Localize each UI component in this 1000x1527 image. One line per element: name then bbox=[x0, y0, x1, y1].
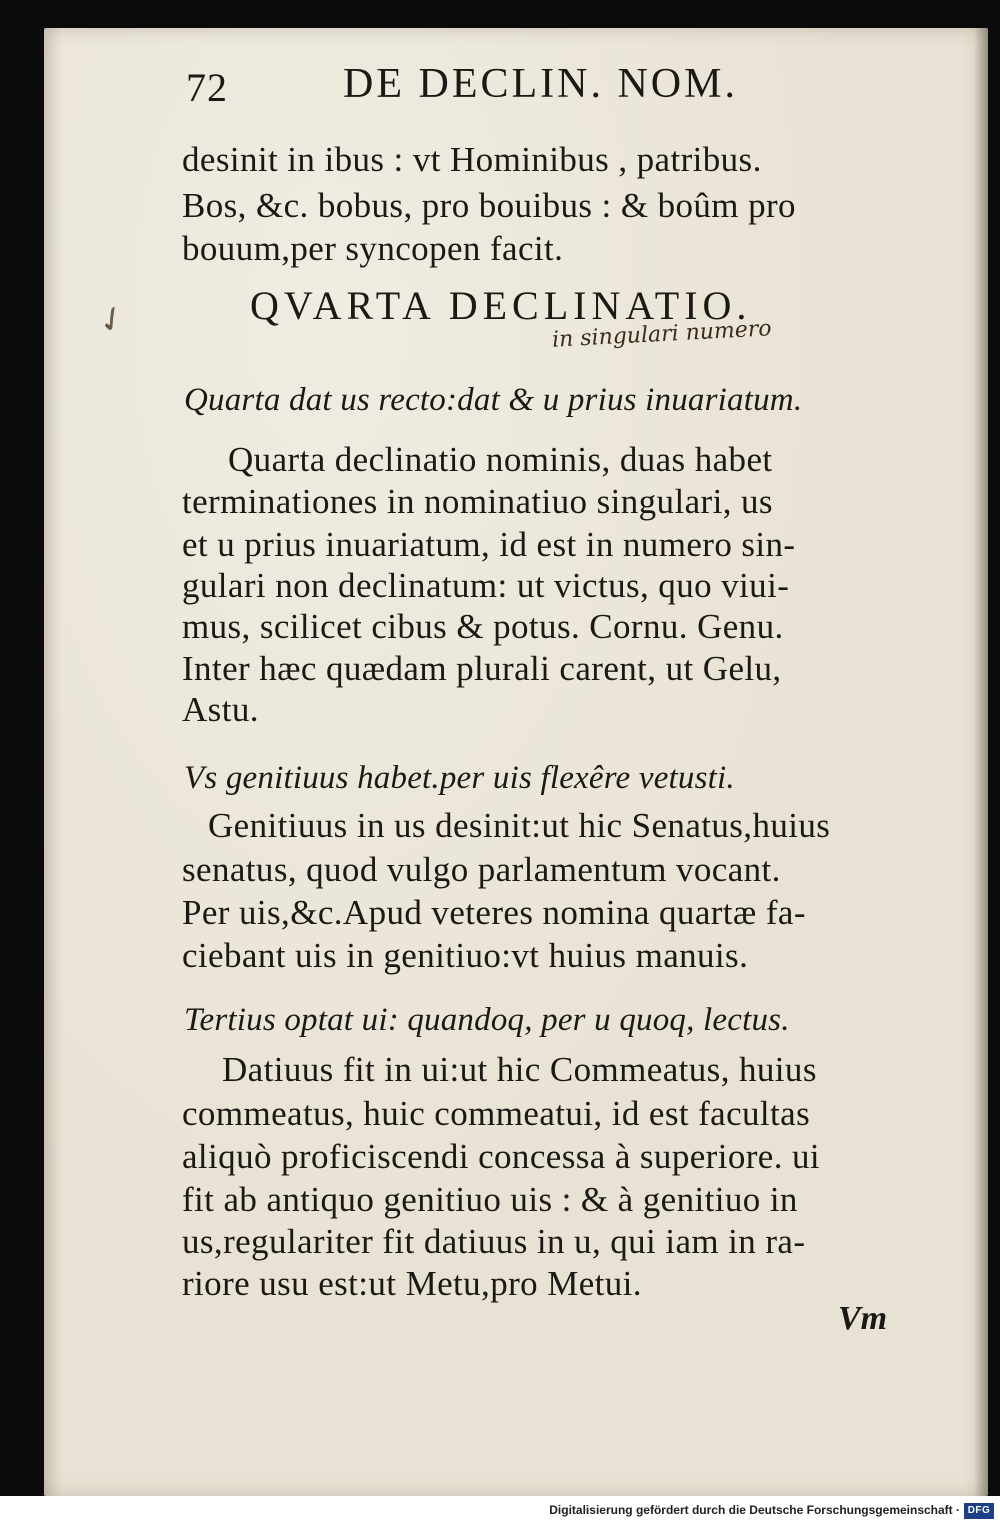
para3-line-6: riore usu est:ut Metu,pro Metui. bbox=[182, 1264, 642, 1303]
handwritten-annotation: in singulari numero bbox=[551, 316, 773, 353]
verse-rule-2: Vs genitiuus habet.per uis flexêre vetusti. bbox=[184, 760, 735, 796]
para1-line-4: gulari non declinatum: ut victus, quo viui- bbox=[182, 566, 790, 605]
page-number: 72 bbox=[186, 65, 228, 110]
running-head: DE DECLIN. NOM. bbox=[343, 61, 738, 107]
body-line-1: desinit in ibus : vt Hominibus , patribus. bbox=[182, 140, 762, 179]
para3-line-4: fit ab antiquo genitiuo uis : & à genitiuo in bbox=[182, 1180, 798, 1219]
para3-line-3: aliquò proficiscendi concessa à superiore. ui bbox=[182, 1137, 821, 1176]
para1-line-7: Astu. bbox=[182, 690, 259, 729]
para1-line-6: Inter hæc quædam plurali carent, ut Gelu, bbox=[182, 649, 782, 688]
body-line-2: Bos, &c. bobus, pro bouibus : & boûm pro bbox=[182, 186, 796, 225]
catchword: Vm bbox=[838, 1300, 888, 1337]
para2-line-3: Per uis,&c.Apud veteres nomina quartæ fa- bbox=[182, 893, 806, 932]
page-edge-shadow bbox=[974, 28, 988, 1496]
body-line-3: bouum,per syncopen facit. bbox=[182, 229, 564, 268]
section-heading: QVARTA DECLINATIO. bbox=[250, 283, 752, 328]
para1-line-1: Quarta declinatio nominis, duas habet bbox=[228, 440, 773, 479]
para2-line-2: senatus, quod vulgo parlamentum vocant. bbox=[182, 850, 781, 889]
para2-line-1: Genitiuus in us desinit:ut hic Senatus,huius bbox=[208, 806, 831, 845]
para3-line-5: us,regulariter fit datiuus in u, qui iam in ra- bbox=[182, 1222, 806, 1261]
margin-check-mark: ✓ bbox=[89, 295, 135, 345]
verse-rule-3: Tertius optat ui: quandoq, per u quoq, lectus. bbox=[184, 1002, 790, 1038]
para1-line-3: et u prius inuariatum, id est in numero sin- bbox=[182, 525, 796, 564]
verse-rule-1: Quarta dat us recto:dat & u prius inuariatum. bbox=[184, 382, 803, 418]
para1-line-2: terminationes in nominatiuo singulari, us bbox=[182, 482, 773, 521]
dfg-logo-icon: DFG bbox=[964, 1503, 994, 1519]
para3-line-2: commeatus, huic commeatui, id est facultas bbox=[182, 1094, 811, 1133]
footer-bar bbox=[0, 1496, 1000, 1527]
para1-line-5: mus, scilicet cibus & potus. Cornu. Genu. bbox=[182, 607, 784, 646]
para2-line-4: ciebant uis in genitiuo:vt huius manuis. bbox=[182, 936, 749, 975]
footer-credit: Digitalisierung gefördert durch die Deutsche Forschungsgemeinschaft · bbox=[549, 1503, 960, 1517]
para3-line-1: Datiuus fit in ui:ut hic Commeatus, huius bbox=[222, 1050, 817, 1089]
